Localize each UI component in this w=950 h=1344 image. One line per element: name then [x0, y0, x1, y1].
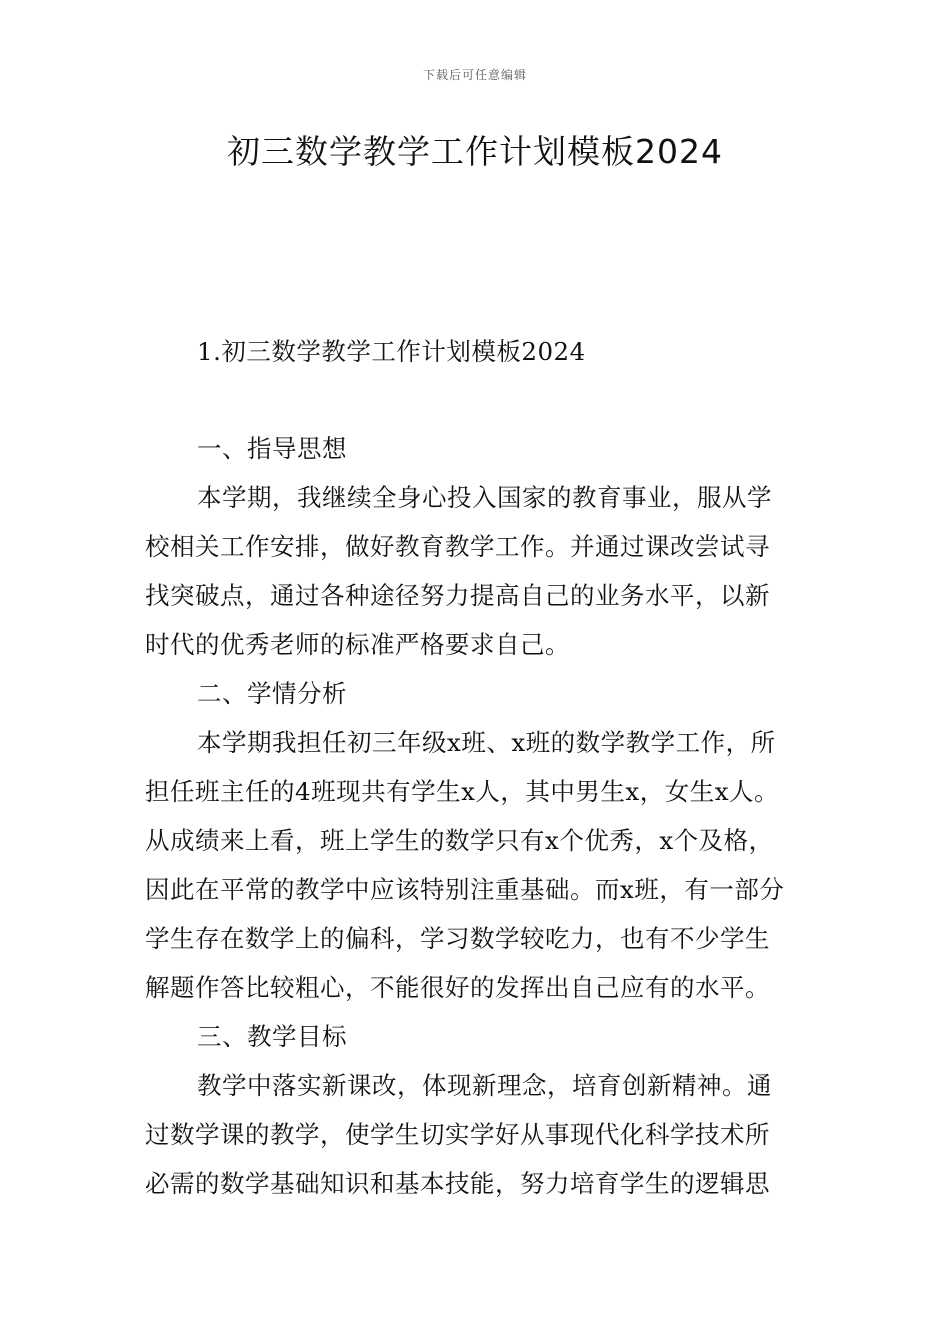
paragraph-line: 本学期我担任初三年级x班、x班的数学教学工作，所	[197, 728, 776, 757]
paragraph-line: 找突破点，通过各种途径努力提高自己的业务水平，以新	[145, 581, 770, 610]
heading-teaching-goals: 三、教学目标	[197, 1022, 347, 1051]
paragraph-line: 解题作答比较粗心，不能很好的发挥出自己应有的水平。	[145, 973, 770, 1002]
paragraph-line: 本学期，我继续全身心投入国家的教育事业，服从学	[197, 483, 772, 512]
paragraph-line: 必需的数学基础知识和基本技能，努力培育学生的逻辑思	[145, 1169, 770, 1198]
paragraph-line: 教学中落实新课改，体现新理念，培育创新精神。通	[197, 1071, 772, 1100]
document-body	[145, 424, 810, 1208]
section-subtitle	[145, 327, 810, 376]
heading-student-analysis: 二、学情分析	[197, 679, 347, 708]
paragraph-line: 时代的优秀老师的标准严格要求自己。	[145, 630, 570, 659]
paragraph-line: 因此在平常的教学中应该特别注重基础。而x班，有一部分	[145, 875, 785, 904]
header-note: 下载后可任意编辑	[422, 68, 527, 82]
paragraph-line: 校相关工作安排，做好教育教学工作。并通过课改尝试寻	[145, 532, 770, 561]
heading-guiding-thought: 一、指导思想	[197, 434, 347, 463]
document-title: 初三数学教学工作计划模板2024	[227, 132, 723, 171]
paragraph-line: 过数学课的教学，使学生切实学好从事现代化科学技术所	[145, 1120, 770, 1149]
paragraph-line: 担任班主任的4班现共有学生x人，其中男生x，女生x人。	[145, 777, 780, 806]
subtitle-line: 1.初三数学教学工作计划模板2024	[197, 337, 586, 366]
paragraph-line: 学生存在数学上的偏科，学习数学较吃力，也有不少学生	[145, 924, 770, 953]
paragraph-line: 从成绩来上看，班上学生的数学只有x个优秀，x个及格，	[145, 826, 774, 855]
